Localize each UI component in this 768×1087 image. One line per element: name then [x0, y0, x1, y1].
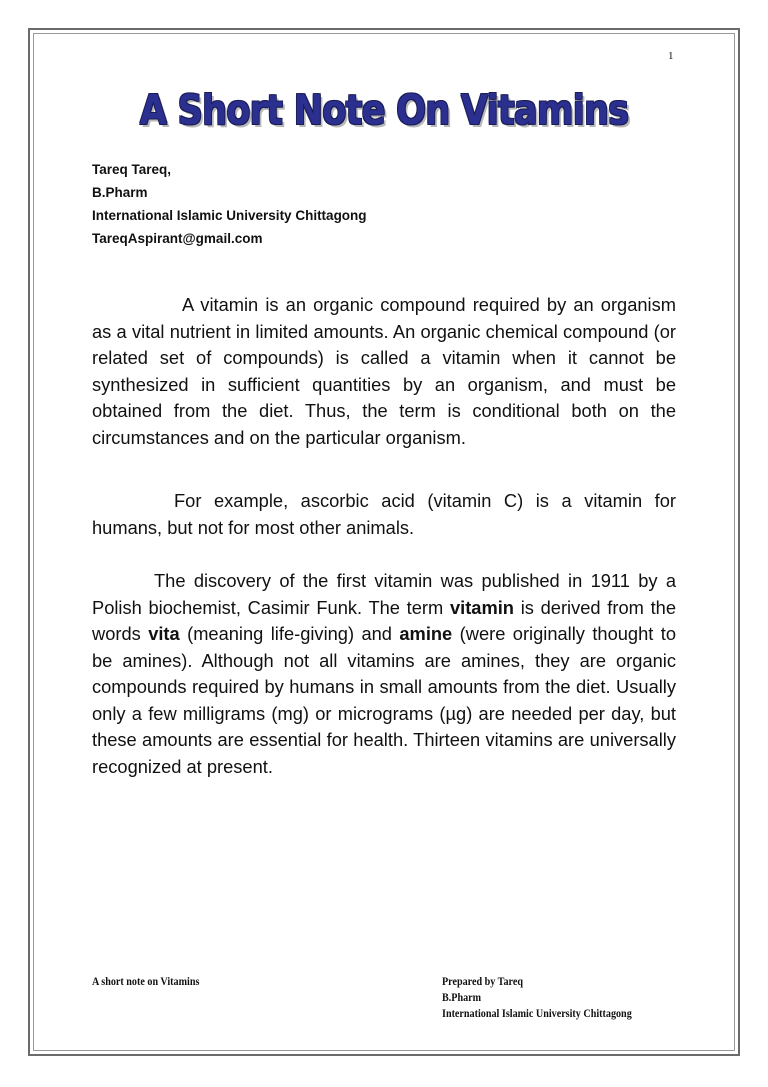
- author-degree: B.Pharm: [92, 185, 148, 200]
- author-institution: International Islamic University Chittagong: [92, 208, 367, 223]
- paragraph-discovery: [92, 568, 676, 780]
- text-run: The discovery of the first vitamin was published in 1911 by a Polish biochemist, Casimir Funk. The term: [92, 570, 676, 618]
- bold-term-amine: amine: [399, 623, 453, 644]
- paragraph-definition: [92, 292, 676, 451]
- footer-right: [442, 974, 632, 1022]
- author-email: TareqAspirant@gmail.com: [92, 231, 263, 246]
- author-name: Tareq Tareq,: [92, 162, 172, 177]
- footer-prepared-by: Prepared by Tareq: [442, 976, 523, 988]
- text-run: is derived from the words: [92, 596, 676, 644]
- paragraph-text: A vitamin is an organic compound required by an organism as a vital nutrient in limited amounts. An organic chemical compound (or related set of compounds) is called a vitamin when it cannot be synthesized in sufficient quantities by an organism, and must be obtained from the diet. Thus, the term is conditional both on the circumstances and on the particular organism.: [92, 294, 676, 448]
- footer-degree: B.Pharm: [442, 992, 482, 1004]
- paragraph-example: [92, 488, 676, 541]
- author-block: [92, 158, 367, 250]
- text-run: (meaning life-giving) and: [179, 623, 400, 644]
- text-run: (were originally thought to be amines). Although not all vitamins are amines, they are organic compounds required by humans in small amounts from the diet. Usually only a few milligrams (mg) or micrograms (µg) are needed per day, but these amounts are essential for health. Thirteen vitamins are universally recognized at present.: [92, 623, 676, 777]
- footer-left: A short note on Vitamins: [92, 976, 200, 988]
- document-title: A Short Note On Vitamins: [139, 86, 629, 134]
- bold-term-vita: vita: [148, 623, 180, 644]
- bold-term-vitamin: vitamin: [449, 596, 514, 618]
- paragraph-text: For example, ascorbic acid (vitamin C) is a vitamin for humans, but not for most other animals.: [92, 490, 676, 538]
- paragraph-text: [92, 568, 676, 780]
- page-number: 1: [668, 50, 674, 62]
- footer-institution: International Islamic University Chittagong: [442, 1008, 632, 1020]
